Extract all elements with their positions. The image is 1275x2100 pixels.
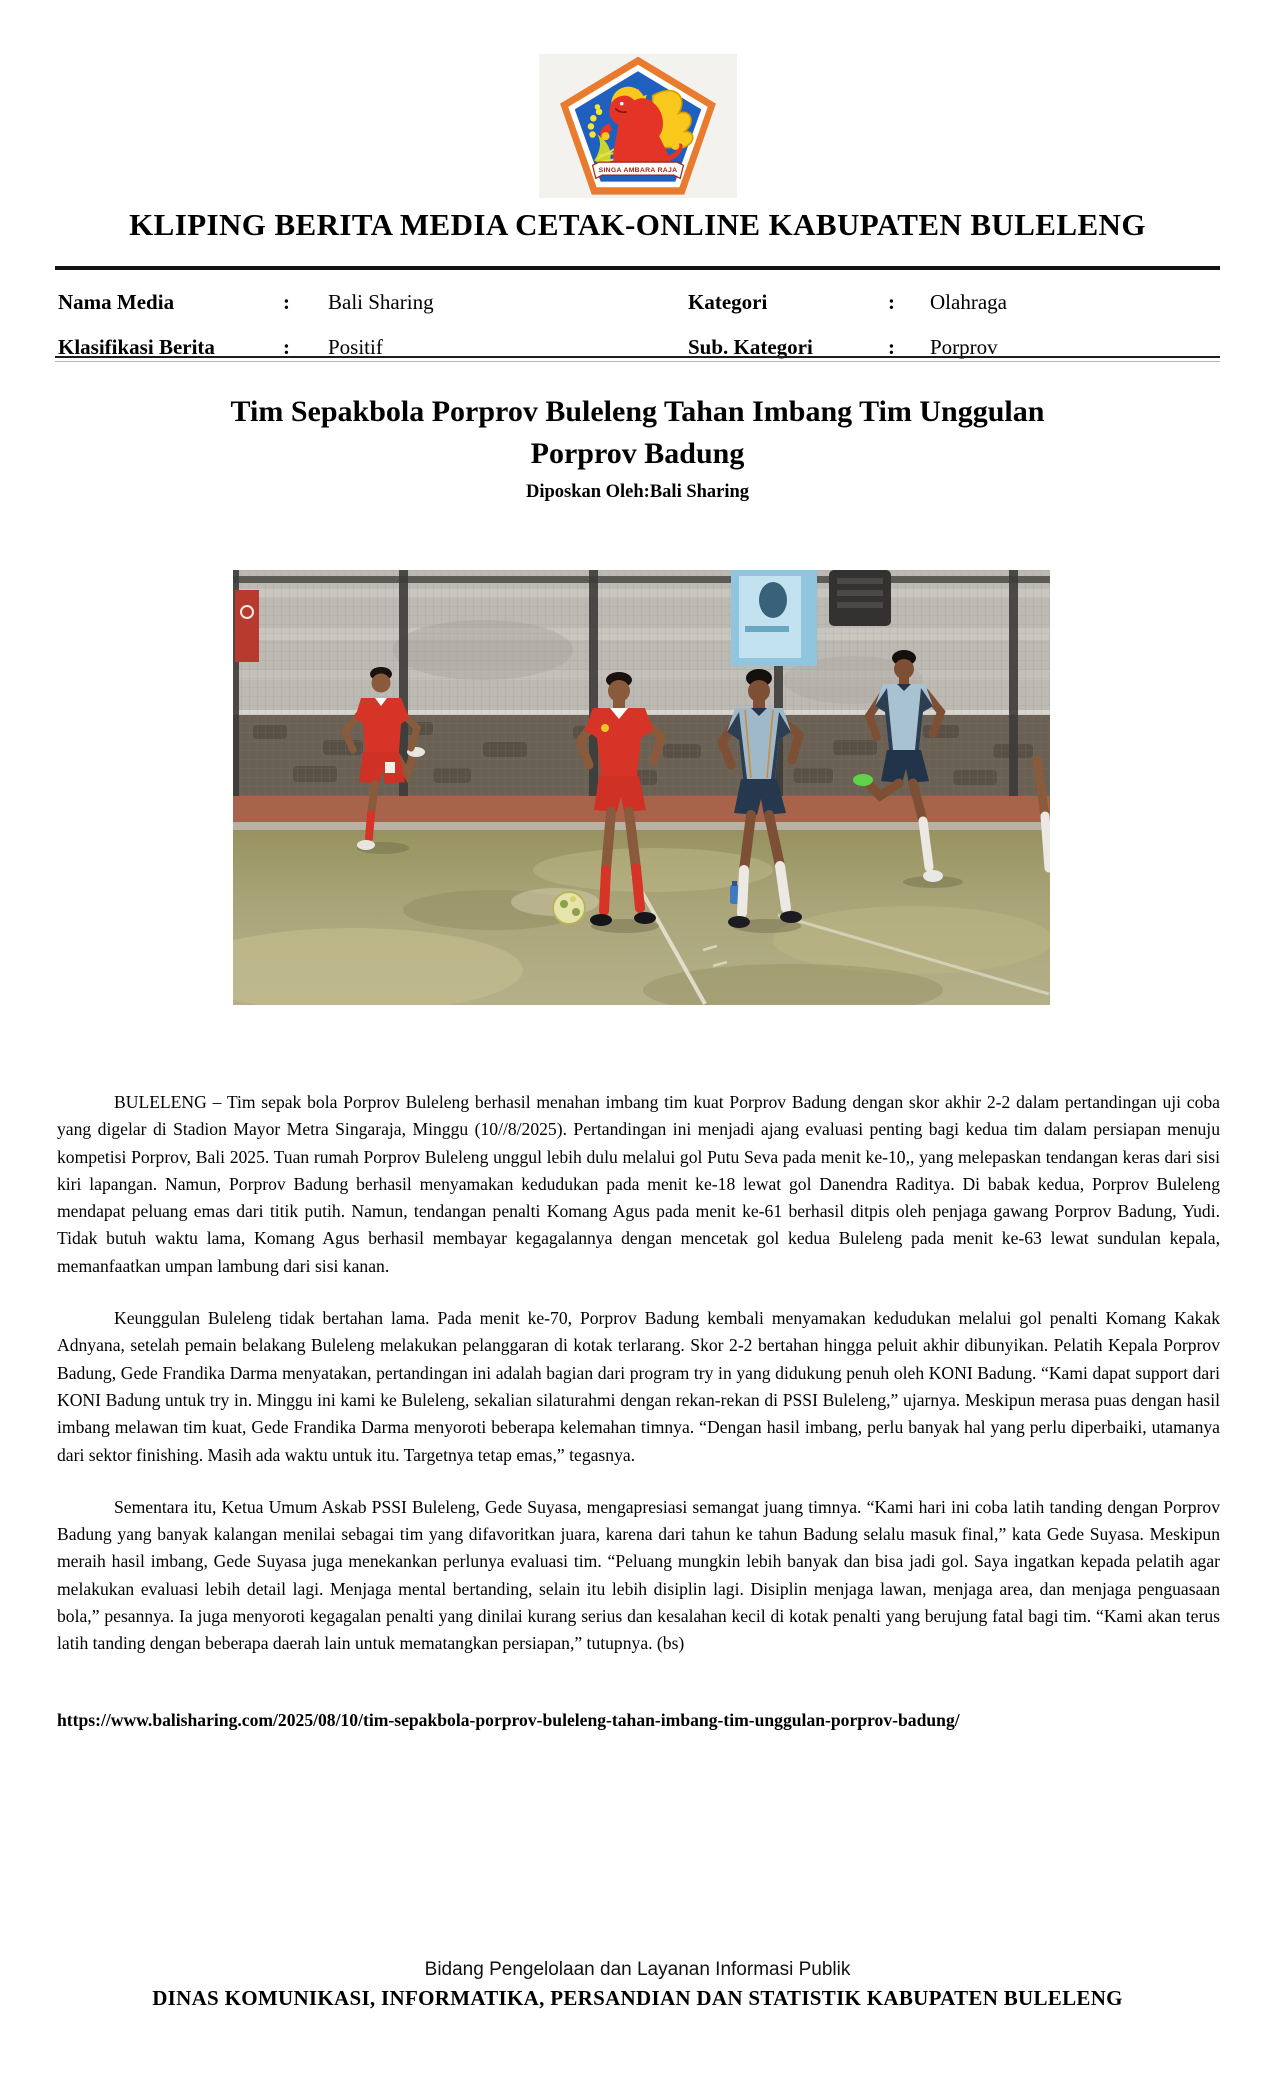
metadata-row — [58, 280, 1220, 325]
article-paragraph: Keunggulan Buleleng tidak bertahan lama. Pada menit ke-70, Porprov Badung kembali menyamakan kedudukan melalui gol penalti Komang Kakak Adnyana, setelah pemain belakang Buleleng melakukan pelanggaran di kotak terlarang. Skor 2-2 bertahan hingga peluit akhir dibunyikan. Pelatih Kepala Porprov Badung, Gede Frandika Darma menyatakan, pertandingan ini adalah bagian dari program try in yang didukung penuh oleh KONI Badung. “Kami dapat support dari KONI Badung untuk try in. Minggu ini kami ke Buleleng, sekalian silaturahmi dengan rekan-rekan di PSSI Buleleng,” ujarnya. Meskipun merasa puas dengan hasil imbang melawan tim kuat, Gede Frandika Darma menyoroti beberapa kelemahan timnya. “Dengan hasil imbang, perlu banyak hal yang perlu diperbaiki, utamanya dari sektor finishing. Masih ada waktu untuk itu. Targetnya tetap emas,” tegasnya. — [57, 1308, 1220, 1465]
article-paragraph: Sementara itu, Ketua Umum Askab PSSI Buleleng, Gede Suyasa, mengapresiasi semangat juang timnya. “Kami hari ini coba latih tanding dengan Porprov Badung yang banyak kalangan menilai sebagai tim yang difavoritkan juara, karena dari tahun ke tahun Badung selalu masuk final,” kata Gede Suyasa. Meskipun meraih hasil imbang, Gede Suyasa juga menekankan perlunya evaluasi tim. “Peluang mungkin lebih banyak dan bisa jadi gol. Saya ingatkan kepada pelatih agar melakukan evaluasi lebih detail lagi. Menjaga mental bertanding, selain itu lebih disiplin lagi. Disiplin menjaga lawan, menjaga area, dan menjaga penguasaan bola,” pesannya. Ia juga menyoroti kegagalan penalti yang dinilai kurang serius dan kesalahan kecil di kotak penalti yang berujung fatal bagi tim. “Kami akan terus latih tanding dengan beberapa daerah lain untuk mematangkan persiapan,” tutupnya. (bs) — [57, 1496, 1220, 1654]
article-title — [0, 391, 1275, 475]
article-source-url: https://www.balisharing.com/2025/08/10/tim-sepakbola-porprov-buleleng-tahan-imbang-tim-unggulan-porprov-badung/ — [57, 1710, 960, 1730]
colon: : — [888, 290, 895, 314]
article-title-line: Tim Sepakbola Porprov Buleleng Tahan Imbang Tim Unggulan — [230, 395, 1045, 428]
klasifikasi-label: Klasifikasi Berita — [58, 335, 215, 359]
page-footer — [0, 1959, 1275, 2011]
colon: : — [283, 290, 290, 314]
red-banner — [235, 590, 259, 662]
colon: : — [283, 335, 290, 359]
soccer-match-photo — [233, 570, 1050, 1005]
footer-agency: DINAS KOMUNIKASI, INFORMATIKA, PERSANDIAN DAN STATISTIK KABUPATEN BULELENG — [152, 1986, 1123, 2010]
kategori-label: Kategori — [688, 290, 768, 314]
soccer-ball — [553, 892, 585, 924]
blue-poster — [731, 570, 817, 666]
colon: : — [888, 335, 895, 359]
nama-media-label: Nama Media — [58, 290, 175, 314]
nama-media-value: Bali Sharing — [328, 290, 434, 314]
divider-thin — [55, 356, 1220, 362]
banner-text: SINGA AMBARA RAJA — [598, 166, 677, 174]
article-body — [57, 1089, 1220, 1683]
article-paragraph: BULELENG – Tim sepak bola Porprov Buleleng berhasil menahan imbang tim kuat Porprov Badung dengan skor akhir 2-2 dalam pertandingan uji coba yang digelar di Stadion Mayor Metra Singaraja, Minggu (10//8/2025). Pertandingan ini menjadi ajang evaluasi penting bagi kedua tim dalam persiapan menuju kompetisi Porprov, Bali 2025. Tuan rumah Porprov Buleleng unggul lebih dulu melalui gol Putu Seva pada menit ke-10,, yang melepaskan tendangan keras dari sisi kiri lapangan. Namun, Porprov Badung berhasil menyamakan kedudukan pada menit ke-18 lewat gol Danendra Raditya. Di babak kedua, Porprov Buleleng mendapat peluang emas dari titik putih. Namun, tendangan penalti Komang Agus pada menit ke-61 berhasil ditpis oleh penjaga gawang Porprov Badung, Yudi. Tidak butuh waktu lama, Komang Agus berhasil membayar kegagalannya dengan mencetak gol kedua Buleleng pada menit ke-63 lewat sundulan kepala, memanfaatkan umpan lambung dari sisi kanan. — [57, 1092, 1220, 1276]
page-title: KLIPING BERITA MEDIA CETAK-ONLINE KABUPATEN BULELENG — [129, 207, 1146, 242]
buleleng-regency-emblem — [539, 54, 737, 198]
divider-thick — [55, 266, 1220, 270]
sub-kategori-value: Porprov — [930, 335, 998, 359]
article-byline: Diposkan Oleh:Bali Sharing — [525, 482, 750, 502]
metadata-row — [58, 325, 1220, 370]
buleleng-coat-of-arms-icon — [556, 55, 720, 197]
klasifikasi-value: Positif — [328, 335, 383, 359]
footer-division: Bidang Pengelolaan dan Layanan Informasi Publik — [424, 1959, 851, 1980]
sub-kategori-label: Sub. Kategori — [688, 335, 813, 359]
article-title-line: Porprov Badung — [530, 437, 745, 470]
speaker-box — [829, 570, 891, 626]
kategori-value: Olahraga — [930, 290, 1007, 314]
